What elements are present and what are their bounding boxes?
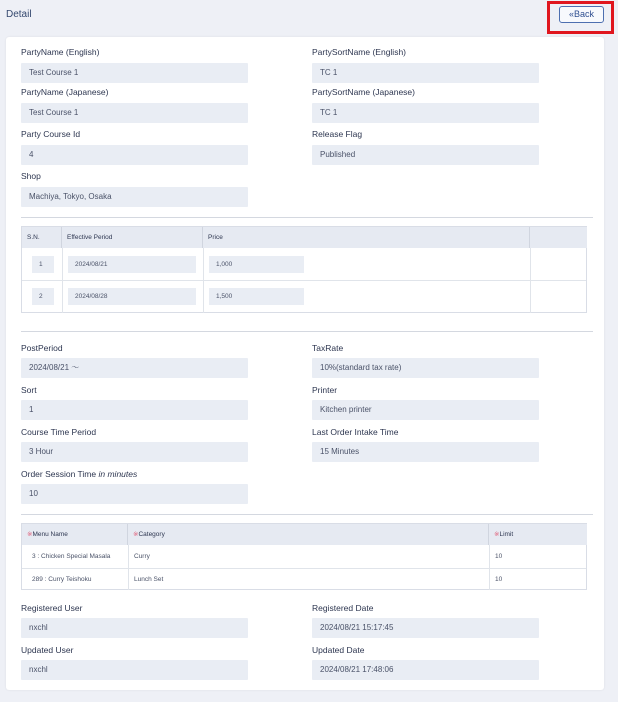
price-table	[21, 226, 587, 313]
release-flag-value: Published	[312, 145, 539, 165]
updated-user-value: nxchl	[21, 660, 248, 680]
release-flag-label: Release Flag	[312, 129, 363, 139]
menu-header-name: ※Menu Name	[22, 524, 128, 545]
sort-value: 1	[21, 400, 248, 420]
party-name-ja-value: Test Course 1	[21, 103, 248, 123]
menu-table	[21, 523, 587, 590]
party-sort-name-ja-label: PartySortName (Japanese)	[312, 87, 415, 97]
price-header-empty	[530, 227, 587, 248]
updated-date-label: Updated Date	[312, 645, 365, 655]
menu-row-name: 289 : Curry Teishoku	[32, 576, 92, 583]
order-session-time-label: Order Session Time in minutes	[21, 469, 138, 479]
price-header-period: Effective Period	[62, 227, 203, 248]
course-time-period-value: 3 Hour	[21, 442, 248, 462]
updated-date-value: 2024/08/21 17:48:06	[312, 660, 539, 680]
party-sort-name-en-label: PartySortName (English)	[312, 47, 407, 57]
page-title: Detail	[6, 9, 32, 20]
menu-row-name: 3 : Chicken Special Masala	[32, 553, 111, 560]
party-name-en-label: PartyName (English)	[21, 47, 100, 57]
printer-label: Printer	[312, 385, 338, 395]
party-course-id-value: 4	[21, 145, 248, 165]
registered-date-value: 2024/08/21 15:17:45	[312, 618, 539, 638]
post-period-label: PostPeriod	[21, 343, 63, 353]
menu-row-category: Curry	[134, 553, 150, 560]
price-header-price: Price	[203, 227, 530, 248]
price-row-price: 1,500	[209, 288, 304, 305]
updated-user-label: Updated User	[21, 645, 74, 655]
divider	[21, 217, 593, 218]
menu-row-limit: 10	[495, 576, 503, 583]
price-header-sn: S.N.	[22, 227, 62, 248]
divider	[21, 514, 593, 515]
price-row-sn: 2	[32, 288, 54, 305]
menu-row-limit: 10	[495, 553, 503, 560]
divider	[21, 331, 593, 332]
party-sort-name-ja-value: TC 1	[312, 103, 539, 123]
party-sort-name-en-value: TC 1	[312, 63, 539, 83]
post-period-value: 2024/08/21 〜	[21, 358, 248, 378]
price-row-period: 2024/08/21	[68, 256, 196, 273]
menu-row-category: Lunch Set	[134, 576, 164, 583]
menu-header-category: ※Category	[128, 524, 489, 545]
detail-card	[6, 37, 604, 690]
tax-rate-value: 10%(standard tax rate)	[312, 358, 539, 378]
sort-label: Sort	[21, 385, 37, 395]
shop-label: Shop	[21, 171, 41, 181]
printer-value: Kitchen printer	[312, 400, 539, 420]
tax-rate-label: TaxRate	[312, 343, 344, 353]
top-bar	[0, 0, 618, 30]
registered-date-label: Registered Date	[312, 603, 374, 613]
back-button[interactable]: «Back	[559, 6, 604, 23]
price-row-sn: 1	[32, 256, 54, 273]
party-name-en-value: Test Course 1	[21, 63, 248, 83]
order-session-time-value: 10	[21, 484, 248, 504]
shop-value: Machiya, Tokyo, Osaka	[21, 187, 248, 207]
menu-header-limit: ※Limit	[489, 524, 587, 545]
price-row-period: 2024/08/28	[68, 288, 196, 305]
course-time-period-label: Course Time Period	[21, 427, 97, 437]
party-name-ja-label: PartyName (Japanese)	[21, 87, 109, 97]
price-row-price: 1,000	[209, 256, 304, 273]
last-order-intake-time-value: 15 Minutes	[312, 442, 539, 462]
registered-user-value: nxchl	[21, 618, 248, 638]
party-course-id-label: Party Course Id	[21, 129, 81, 139]
registered-user-label: Registered User	[21, 603, 83, 613]
last-order-intake-time-label: Last Order Intake Time	[312, 427, 399, 437]
